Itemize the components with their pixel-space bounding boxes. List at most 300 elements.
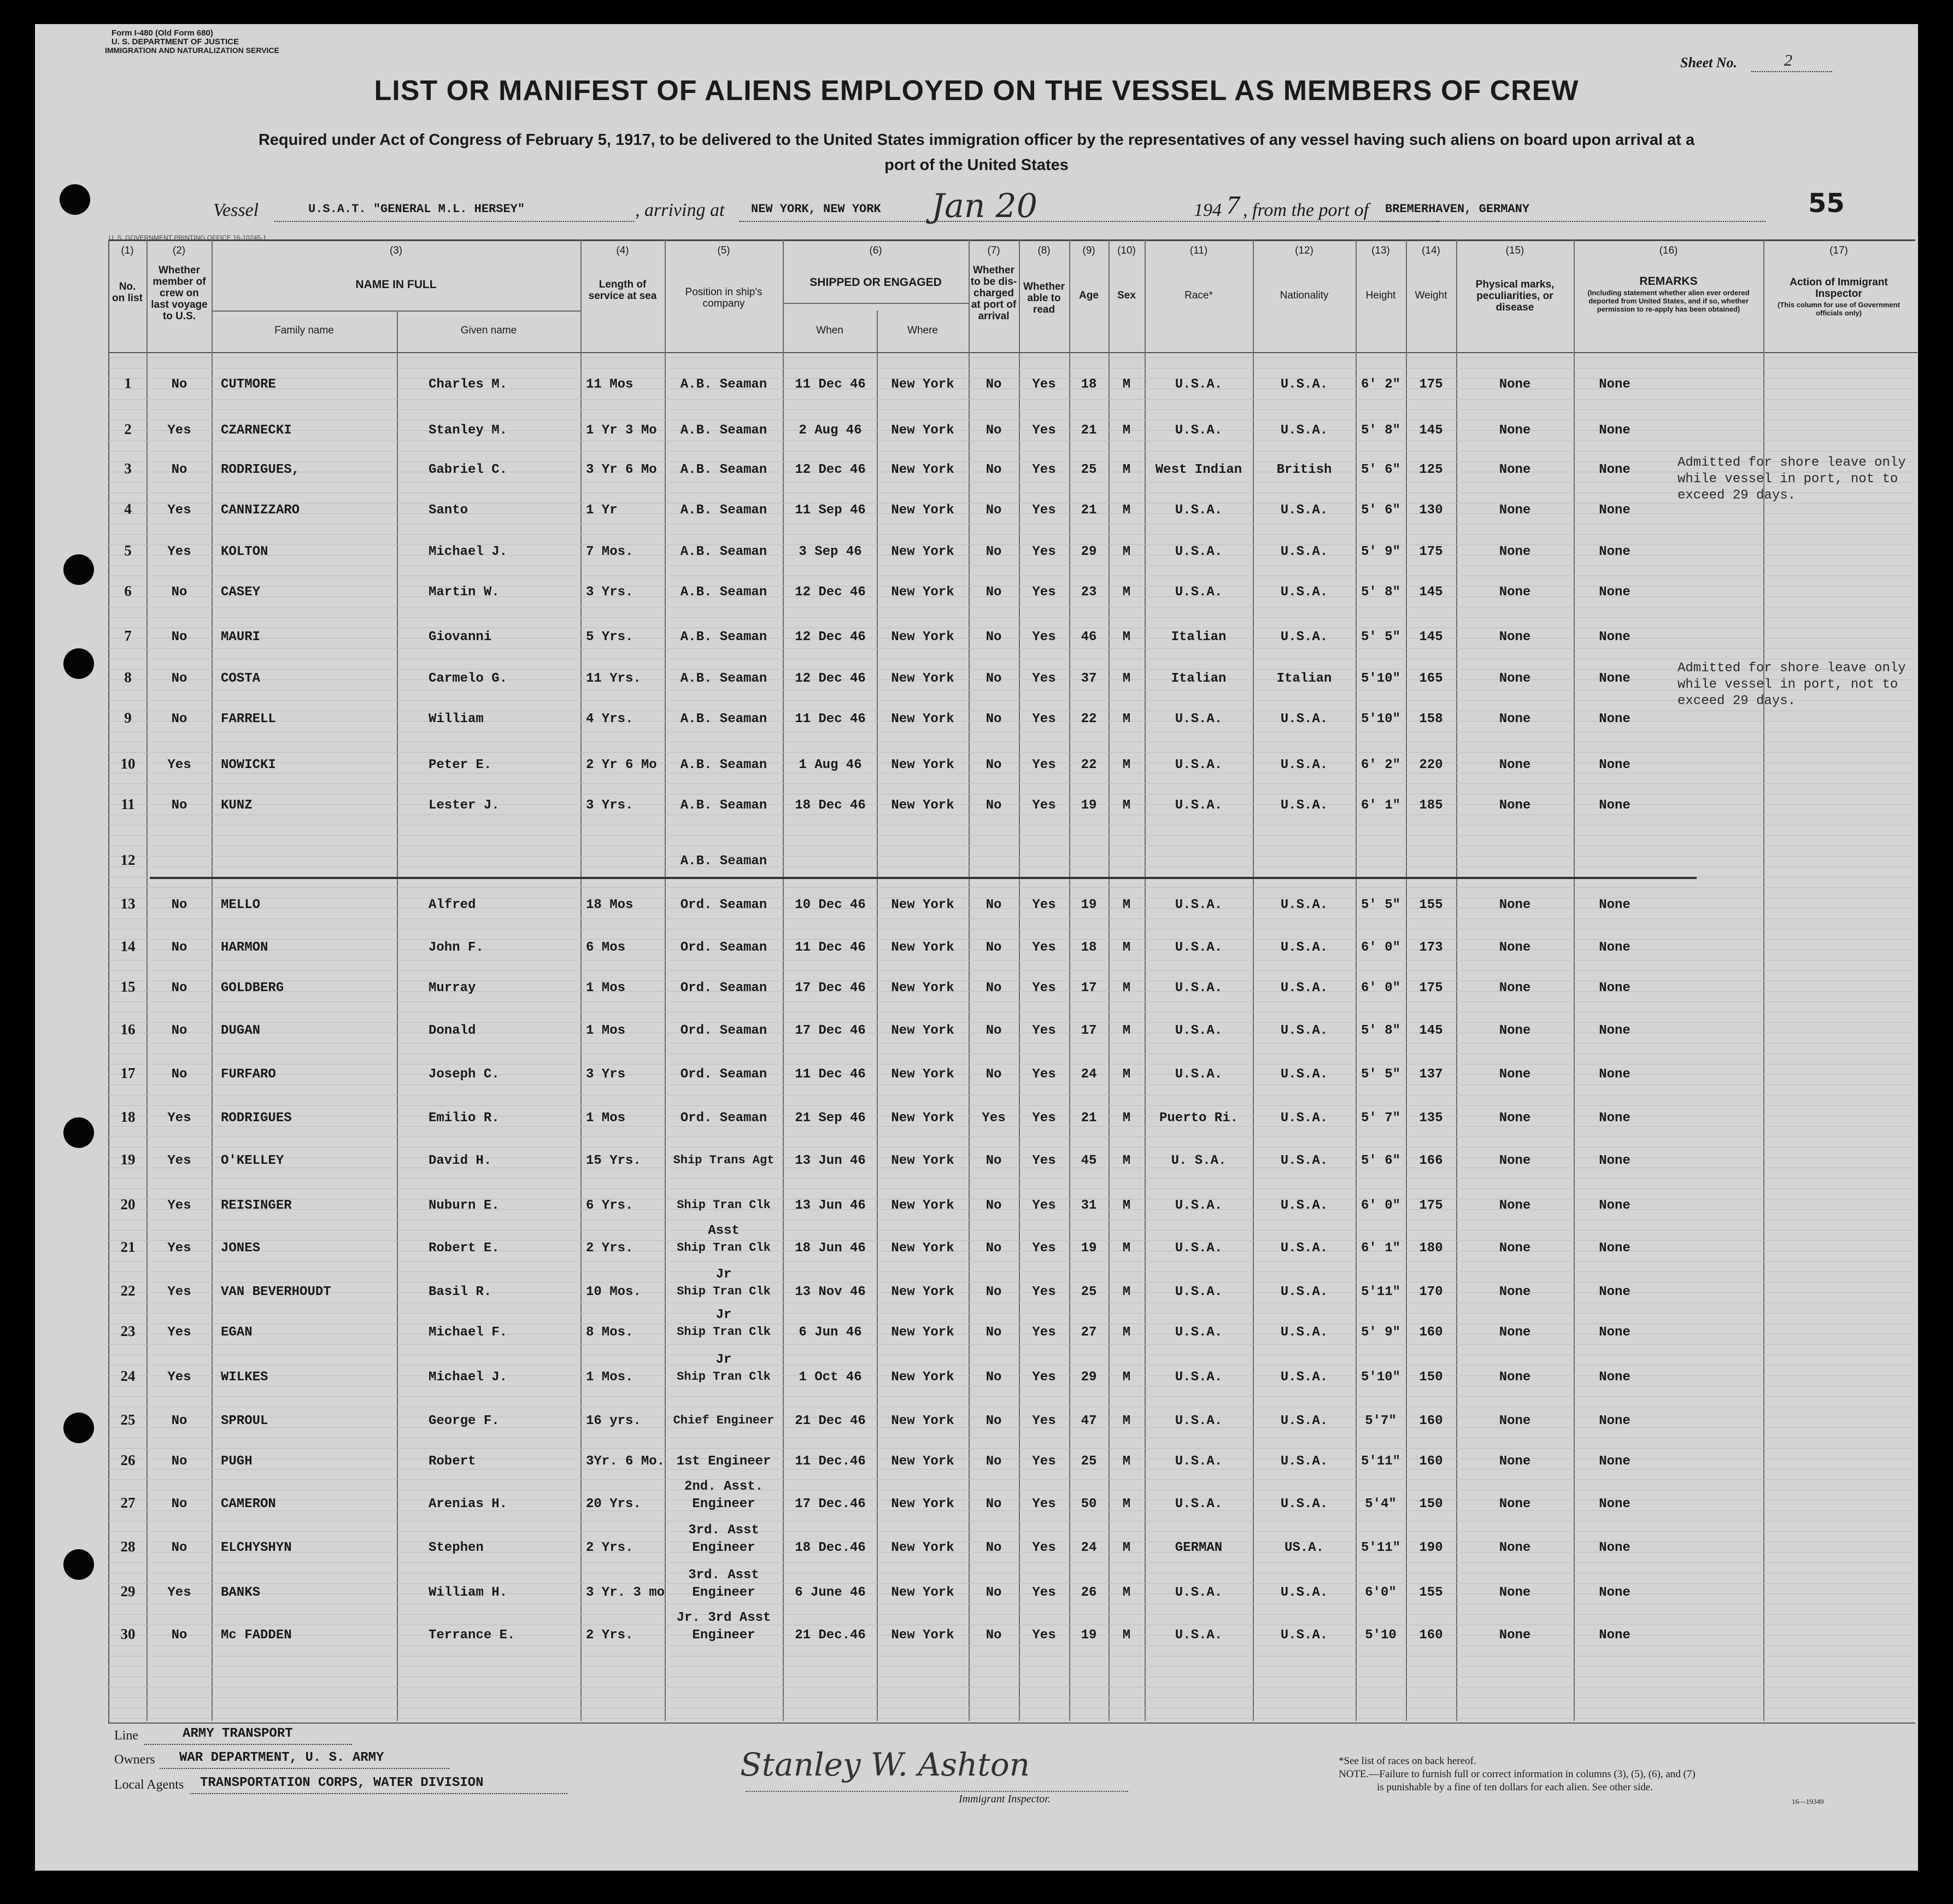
cell-where: New York [891,1325,954,1340]
col-num: (12) [1295,245,1313,256]
cell-sex: M [1122,630,1131,645]
cell-weight: 145 [1419,630,1443,645]
ruled-line [108,1022,1914,1023]
cell-nat: U.S.A. [1280,1153,1328,1168]
cell-race: U.S.A. [1175,544,1223,559]
row-number: 8 [124,669,132,686]
penalty-note-2: is punishable by a fine of ten dollars for each alien. See other side. [1377,1782,1653,1793]
cell-given: Terrance E. [429,1628,515,1643]
header-weight: Weight [1415,290,1447,301]
cell-disch: No [986,1241,1002,1256]
cell-when: 1 Aug 46 [799,758,862,772]
cell-disch: No [986,462,1002,477]
cell-age: 21 [1081,503,1097,518]
row-number: 18 [120,1109,136,1125]
cell-family: RODRIGUES, [221,462,300,477]
cell-member: Yes [167,1285,191,1299]
cell-height: 5'11" [1360,1285,1400,1299]
cell-disch: No [986,1628,1002,1643]
header-length-service: Length of service at sea [588,279,657,302]
cell-member: No [171,940,187,955]
cell-when: 21 Dec 46 [795,1414,866,1428]
cell-where: New York [891,1628,954,1643]
cell-given: Murray [429,981,476,995]
cell-read: Yes [1032,758,1056,772]
cell-height: 6' 0" [1360,940,1400,955]
cell-length: 8 Mos. [586,1325,634,1340]
cell-when: 18 Dec 46 [795,798,866,813]
cell-height: 5'4" [1365,1497,1397,1512]
cell-disch: No [986,423,1002,438]
cell-nat: US.A. [1284,1540,1324,1555]
cell-sex: M [1122,1067,1131,1082]
cell-sex: M [1122,1153,1131,1168]
cell-position: A.B. Seaman [680,503,767,518]
cell-remarks: None [1599,630,1631,645]
cell-sex: M [1122,503,1131,518]
cell-position: A.B. Seaman [680,671,767,686]
cell-nat: U.S.A. [1280,585,1328,600]
cell-phys: None [1499,1285,1531,1299]
row-number: 20 [120,1196,136,1212]
cell-when: 12 Dec 46 [795,585,866,600]
cell-where: New York [891,377,954,392]
cell-sex: M [1122,423,1131,438]
ruled-line [108,1365,1914,1366]
cell-phys: None [1499,1414,1531,1428]
cell-disch: No [986,1285,1002,1299]
cell-nat: U.S.A. [1280,758,1328,772]
cell-remarks: None [1599,1198,1631,1213]
row-number: 1 [124,375,132,391]
cell-height: 5' 8" [1360,1023,1400,1038]
cell-when: 21 Sep 46 [795,1111,866,1126]
cell-family: DUGAN [221,1023,261,1038]
cell-weight: 158 [1419,712,1443,727]
cell-phys: None [1499,377,1531,392]
cell-position: A.B. Seaman [680,462,767,477]
cell-age: 19 [1081,1241,1097,1256]
cell-weight: 160 [1419,1414,1443,1428]
cell-disch: No [986,1370,1002,1385]
cell-nat: British [1276,462,1332,477]
cell-read: Yes [1032,503,1056,518]
cell-where: New York [891,1198,954,1213]
cell-phys: None [1499,585,1531,600]
cell-length: 2 Yrs. [586,1540,634,1555]
cell-family: CZARNECKI [221,423,292,438]
cell-age: 24 [1081,1067,1097,1082]
ruled-line [108,1645,1914,1646]
cell-nat: U.S.A. [1280,898,1328,912]
cell-length: 15 Yrs. [586,1153,641,1168]
cell-sex: M [1122,585,1131,600]
header-height: Height [1365,290,1396,301]
cell-phys: None [1499,1153,1531,1168]
cell-position: Engineer [692,1628,755,1643]
cell-height: 5'10" [1360,671,1400,686]
cell-given: Stanley M. [429,423,508,438]
cell-weight: 165 [1419,671,1443,686]
cell-nat: U.S.A. [1280,981,1328,995]
cell-remarks: None [1599,1285,1631,1299]
cell-height: 6' 1" [1360,1241,1400,1256]
row-number: 6 [124,583,132,599]
header-name-in-full: NAME IN FULL [355,278,437,291]
cell-weight: 190 [1419,1540,1443,1555]
punch-hole [63,648,94,679]
cell-disch: No [986,544,1002,559]
cell-read: Yes [1032,898,1056,912]
cell-disch: No [986,1153,1002,1168]
ruled-line [108,731,1914,732]
ruled-line [108,1188,1914,1189]
cell-nat: U.S.A. [1280,544,1328,559]
cell-when: 12 Dec 46 [795,630,866,645]
cell-phys: None [1499,1585,1531,1600]
cell-weight: 125 [1419,462,1443,477]
page-title: LIST OR MANIFEST OF ALIENS EMPLOYED ON THE VESSEL AS MEMBERS OF CREW [374,75,1579,107]
owners-label: Owners [114,1753,155,1767]
cell-remarks: None [1599,981,1631,995]
ruled-line [108,1479,1914,1480]
cell-given: Basil R. [429,1285,492,1299]
cell-remarks: None [1599,423,1631,438]
cell-given: Peter E. [429,758,492,772]
ruled-line [108,1178,1914,1179]
row-number: 28 [120,1538,136,1555]
cell-phys: None [1499,798,1531,813]
cell-nat: U.S.A. [1280,1454,1328,1469]
form-number: Form I-480 (Old Form 680) [112,28,213,38]
cell-remarks: None [1599,898,1631,912]
cell-phys: None [1499,1023,1531,1038]
ruled-line [108,835,1914,836]
cell-family: CASEY [221,585,261,600]
cell-sex: M [1122,671,1131,686]
cell-family: MELLO [221,898,261,912]
punch-hole [60,184,90,215]
ruled-line [108,783,1914,784]
cell-family: WILKES [221,1370,268,1385]
cell-family: Mc FADDEN [221,1628,292,1643]
ruled-line [108,700,1914,701]
cell-sex: M [1122,1628,1131,1643]
cell-position-prefix: 3rd. Asst [688,1568,759,1583]
ruled-line [108,1261,1914,1262]
cell-when: 6 Jun 46 [799,1325,862,1340]
cell-age: 45 [1081,1153,1097,1168]
cell-remarks: None [1599,377,1631,392]
cell-family: EGAN [221,1325,253,1340]
cell-member: Yes [167,1585,191,1600]
cell-race: Puerto Ri. [1159,1111,1239,1126]
cell-race: U.S.A. [1175,1414,1223,1428]
cell-age: 46 [1081,630,1097,645]
cell-member: Yes [167,503,191,518]
cell-remarks: None [1599,1325,1631,1340]
cell-where: New York [891,1241,954,1256]
cell-position: 1st Engineer [676,1454,771,1469]
cell-nat: U.S.A. [1280,1325,1328,1340]
cell-given: Michael J. [429,544,508,559]
cell-disch: No [986,1414,1002,1428]
cell-where: New York [891,1285,954,1299]
cell-where: New York [891,1023,954,1038]
cell-family: CUTMORE [221,377,276,392]
cell-nat: U.S.A. [1280,1285,1328,1299]
cell-remarks: None [1599,1370,1631,1385]
cell-age: 18 [1081,377,1097,392]
ruled-line [108,752,1914,753]
arriving-label: , arriving at [635,200,725,220]
ruled-line [108,887,1914,888]
cell-member: No [171,1540,187,1555]
cell-sex: M [1122,1023,1131,1038]
cell-where: New York [891,1497,954,1512]
cell-race: U.S.A. [1175,1285,1223,1299]
row-number: 11 [121,796,135,812]
cell-read: Yes [1032,940,1056,955]
cell-remarks: None [1599,1497,1631,1512]
cell-remarks: None [1599,1628,1631,1643]
cell-sex: M [1122,1497,1131,1512]
row-number: 26 [120,1452,136,1468]
cell-disch: No [986,671,1002,686]
cell-given: Michael F. [429,1325,508,1340]
ruled-line [108,1666,1914,1667]
cell-length: 1 Mos [586,1023,626,1038]
row-number: 29 [120,1583,136,1600]
ruled-line [108,1323,1914,1324]
cell-nat: U.S.A. [1280,1370,1328,1385]
races-note: *See list of races on back hereof. [1339,1755,1476,1767]
cell-weight: 137 [1419,1067,1443,1082]
cell-member: No [171,585,187,600]
cell-sex: M [1122,1111,1131,1126]
cell-age: 19 [1081,1628,1097,1643]
cell-given: Giovanni [429,630,492,645]
cell-position-prefix: Jr [715,1308,732,1322]
header-physical-marks: Physical marks, peculiarities, or disease [1475,279,1555,313]
col-num: (11) [1189,245,1208,256]
cell-height: 5'10" [1360,1370,1400,1385]
cell-disch: No [986,798,1002,813]
cell-where: New York [891,1585,954,1600]
header-family-name: Family name [274,325,334,336]
cell-member: No [171,1023,187,1038]
cell-disch: No [986,1497,1002,1512]
cell-age: 21 [1081,1111,1097,1126]
cell-read: Yes [1032,423,1056,438]
cell-disch: No [986,1585,1002,1600]
cell-remarks: None [1599,798,1631,813]
ruled-line [108,918,1914,919]
cell-nat: U.S.A. [1280,712,1328,727]
cell-length: 11 Yrs. [586,671,641,686]
cell-position: Engineer [692,1497,755,1512]
year-prefix: 194 [1194,200,1222,220]
cell-weight: 185 [1419,798,1443,813]
cell-height: 6' 2" [1360,758,1400,772]
cell-read: Yes [1032,1111,1056,1126]
cell-weight: 135 [1419,1111,1443,1126]
cell-phys: None [1499,1628,1531,1643]
cell-position: Ord. Seaman [680,898,767,912]
cell-phys: None [1499,981,1531,995]
ruled-line [108,1562,1914,1563]
cell-member: No [171,630,187,645]
cell-when: 6 June 46 [795,1585,866,1600]
cell-family: GOLDBERG [221,981,284,995]
cell-length: 20 Yrs. [586,1497,641,1512]
header-remarks: REMARKS [1639,275,1698,288]
printing-office-note: U. S. GOVERNMENT PRINTING OFFICE 16-10245-1 [109,234,267,242]
cell-phys: None [1499,1454,1531,1469]
cell-read: Yes [1032,544,1056,559]
ruled-line [108,648,1914,649]
cell-when: 11 Dec 46 [795,712,866,727]
col-num: (6) [869,245,882,256]
penalty-note-1: NOTE.—Failure to furnish full or correct information in columns (3), (5), (6), and (7) [1339,1768,1696,1780]
cell-nat: Italian [1276,671,1332,686]
cell-sex: M [1122,981,1131,995]
cell-when: 13 Jun 46 [795,1153,866,1168]
cell-given: David H. [429,1153,492,1168]
cell-race: U.S.A. [1175,1585,1223,1600]
cell-weight: 180 [1419,1241,1443,1256]
cell-disch: No [986,585,1002,600]
cell-position: A.B. Seaman [680,798,767,813]
form-department: U. S. DEPARTMENT OF JUSTICE [112,37,239,46]
cell-remarks: None [1599,462,1631,477]
cell-age: 31 [1081,1198,1097,1213]
header-remarks-sub: (Including statement whether alien ever ordered deported from United States, and if so, whether permission to re-apply has been obtained) [1587,289,1750,313]
header-member-last-voyage: Whether member of crew on last voyage to U.S. [151,265,208,322]
cell-race: Italian [1171,671,1227,686]
cell-when: 18 Dec.46 [795,1540,866,1555]
cell-where: New York [891,671,954,686]
cell-age: 19 [1081,898,1097,912]
cell-length: 3 Yr 6 Mo [586,462,657,477]
cell-family: ELCHYSHYN [221,1540,292,1555]
cell-position: A.B. Seaman [680,758,767,772]
cell-race: U.S.A. [1175,1023,1223,1038]
cell-race: U.S.A. [1175,1628,1223,1643]
cell-given: William [429,712,484,727]
cell-length: 3Yr. 6 Mo. [586,1454,665,1469]
cell-given: Joseph C. [429,1067,500,1082]
row-number: 25 [120,1411,136,1428]
cell-weight: 145 [1419,1023,1443,1038]
cell-race: U.S.A. [1175,898,1223,912]
cell-given: Carmelo G. [429,671,508,686]
cell-age: 18 [1081,940,1097,955]
cell-sex: M [1122,1414,1131,1428]
vessel-name: U.S.A.T. "GENERAL M.L. HERSEY" [308,202,525,216]
cell-member: Yes [167,1325,191,1340]
cell-sex: M [1122,1540,1131,1555]
cell-length: 1 Mos [586,981,626,995]
ruled-line [108,1043,1914,1044]
cell-read: Yes [1032,1585,1056,1600]
cell-disch: No [986,1454,1002,1469]
cell-height: 6' 2" [1360,377,1400,392]
cell-disch: No [986,630,1002,645]
cell-when: 12 Dec 46 [795,462,866,477]
cell-age: 21 [1081,423,1097,438]
cell-age: 17 [1081,1023,1097,1038]
cell-nat: U.S.A. [1280,1198,1328,1213]
cell-position-prefix: 3rd. Asst [688,1523,759,1538]
cancelled-row-line [150,877,1697,879]
cell-position: A.B. Seaman [680,423,767,438]
cell-phys: None [1499,423,1531,438]
row-number: 24 [120,1368,136,1384]
cell-nat: U.S.A. [1280,1585,1328,1600]
header-position: Position in ship's company [685,286,763,309]
cell-age: 22 [1081,712,1097,727]
cell-given: Donald [429,1023,476,1038]
cell-race: U.S.A. [1175,1198,1223,1213]
cell-race: U.S.A. [1175,981,1223,995]
ruled-line [108,1396,1914,1397]
cell-given: Gabriel C. [429,462,508,477]
cell-weight: 150 [1419,1497,1443,1512]
cell-phys: None [1499,898,1531,912]
cell-weight: 173 [1419,940,1443,955]
cell-sex: M [1122,462,1131,477]
cell-given: John F. [429,940,484,955]
cell-race: U.S.A. [1175,377,1223,392]
col-num: (1) [121,245,134,256]
cell-length: 2 Yr 6 Mo [586,758,657,772]
cell-disch: No [986,1540,1002,1555]
cell-read: Yes [1032,1325,1056,1340]
cell-when: 1 Oct 46 [799,1370,862,1385]
cell-position: Ship Tran Clk [677,1325,771,1339]
cell-weight: 145 [1419,585,1443,600]
sheet-number: 2 [1784,51,1792,69]
cell-height: 5'10" [1360,712,1400,727]
cell-phys: None [1499,1325,1531,1340]
cell-sex: M [1122,898,1131,912]
cell-remarks: None [1599,1023,1631,1038]
cell-family: JONES [221,1241,261,1256]
cell-age: 23 [1081,585,1097,600]
ruled-line [108,1105,1914,1106]
cell-race: U.S.A. [1175,940,1223,955]
cell-member: No [171,462,187,477]
cell-given: Michael J. [429,1370,508,1385]
cell-member: No [171,1414,187,1428]
cell-weight: 160 [1419,1454,1443,1469]
header-able-to-read: Whether able to read [1023,281,1065,315]
col-num: (10) [1117,245,1136,256]
cell-family: O'KELLEY [221,1153,284,1168]
cell-weight: 170 [1419,1285,1443,1299]
row-number: 7 [124,628,132,644]
ruled-line [108,1614,1914,1615]
cell-disch: No [986,758,1002,772]
cell-member: Yes [167,1198,191,1213]
cell-where: New York [891,1153,954,1168]
cell-read: Yes [1032,1241,1056,1256]
cell-weight: 130 [1419,503,1443,518]
ruled-line [108,461,1914,462]
cell-disch: No [986,1325,1002,1340]
side-remark-stamp: Admitted for shore leave only while vessel in port, not to exceed 29 days. [1678,455,1906,503]
